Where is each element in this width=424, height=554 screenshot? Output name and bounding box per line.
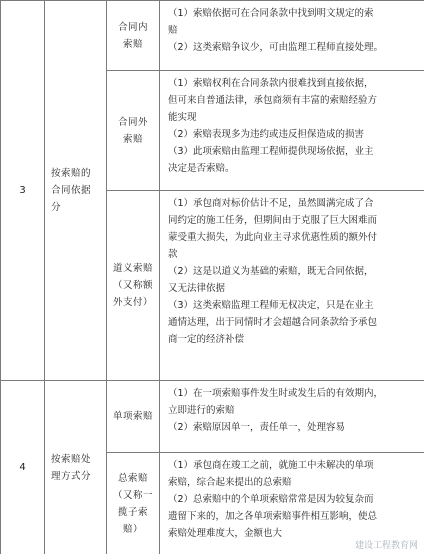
subtype-label: （又称额 [112,280,153,291]
subtype-label: 揽子索 [117,506,148,518]
subtype-cell [107,381,160,453]
subtype-label: 赔） [122,523,143,535]
description-line: 赔 [168,25,178,36]
description-line: 决定是否索赔。 [168,163,235,174]
description-line: （2）总索赔中的个单项索赔常常是因为较复杂而 [168,494,374,505]
subtype-label: 单项索赔 [112,411,153,422]
subtype-label: 外支付） [112,297,153,308]
table-row [1,1,424,71]
row-number-cell [1,381,45,554]
description-line: （2）索赔原因单一，责任单一，处理容易 [168,422,346,433]
row-number-cell [1,1,45,381]
description-cell [160,191,424,381]
description-line: 同约定的施工任务，但期间由于克服了巨大困难而 [168,215,378,226]
subtype-cell [107,453,160,554]
description-line: （2）这类索赔争议少，可由监理工程师直接处理。 [168,42,384,53]
description-line: （2）索赔表现多为违约或违反担保造成的损害 [168,129,365,140]
description-line: （1）承包商在竣工之前，就施工中未解决的单项 [168,460,374,471]
subtype-cell [107,71,160,191]
description-line: （1）索赔权利在合同条款内很难找到直接依据， [168,78,374,89]
row-number: 3 [19,185,26,196]
category-label: 合同依据 [51,185,92,196]
description-line: （3）这类索赔监理工程师无权决定，只是在业主 [168,300,374,311]
description-line: 商一定的经济补偿 [168,334,245,345]
description-cell [160,71,424,191]
description-line: 索赔处理难度大，金额也大 [168,528,283,539]
description-line: （3）此项索赔由监理工程师提供现场依据，业主 [168,146,374,157]
category-label: 理方式分 [51,470,92,482]
subtype-cell [107,191,160,381]
subtype-cell [107,1,160,71]
description-line: 索赔，综合起来提出的总索赔 [168,477,292,488]
description-line: （1）在一项索赔事件发生时或发生后的有效期内， [168,388,384,399]
description-line: 立即进行的索赔 [168,405,235,416]
description-line: 蒙受重大损失，为此向业主寻求优惠性质的额外付 [168,232,378,243]
description-line: 但可来自普通法律，承包商须有丰富的索赔经验方 [168,95,378,106]
subtype-label: 索赔 [122,38,143,50]
description-line: （1）索赔依据可在合同条款中找到明文规定的索 [168,8,374,19]
description-line: 遗留下来的，加之各单项索赔事件相互影响，使总 [168,511,378,522]
row-number: 4 [19,462,26,473]
category-label: 分 [51,202,62,213]
description-line: 能实现 [168,112,197,123]
table-row [1,381,424,453]
category-cell [45,381,107,554]
subtype-label: 总索赔 [117,472,148,484]
description-line: 款 [168,249,178,260]
subtype-label: 合同内 [117,21,148,33]
subtype-label: 索赔 [122,133,143,145]
subtype-label: 合同外 [117,116,148,128]
description-line: （2）这是以道义为基础的索赔，既无合同依据， [168,266,374,277]
category-label: 按索赔的 [51,168,92,179]
description-line: 通情达理，出于同情时才会超越合同条款给予承包 [168,317,378,328]
description-line: （1）承包商对标价估计不足，虽然圆满完成了合 [168,198,374,209]
subtype-label: （又称一 [112,489,153,501]
description-cell [160,1,424,71]
subtype-label: 道义索赔 [112,263,153,274]
description-line: 又无法律依据 [168,283,226,294]
description-cell [160,381,424,453]
category-label: 按索赔处 [51,453,92,465]
category-cell [45,1,107,381]
watermark: 建设工程教育网 [354,541,418,551]
